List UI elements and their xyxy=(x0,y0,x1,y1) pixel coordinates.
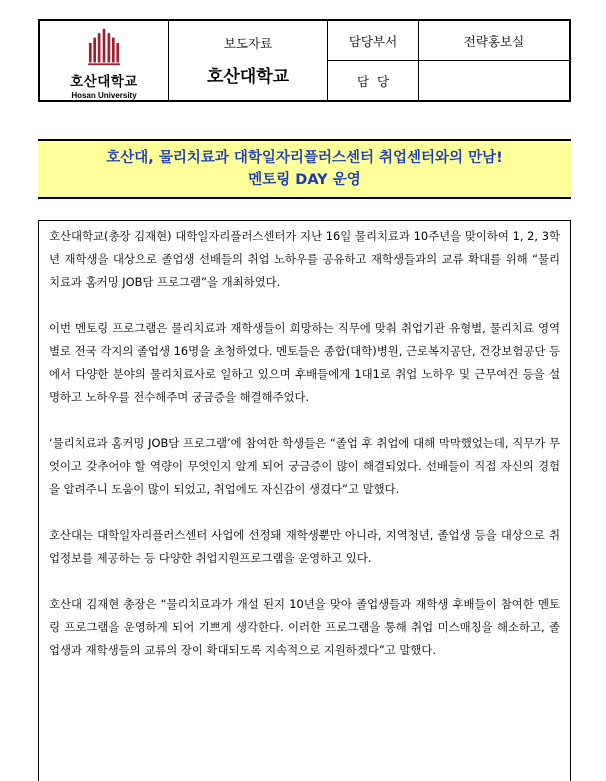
logo-cell xyxy=(40,21,169,100)
dept-value: 전략홍보실 xyxy=(463,33,525,49)
university-logo-icon xyxy=(84,27,124,66)
contact-label: 담 당 xyxy=(328,61,419,100)
press-header-table xyxy=(38,19,571,102)
logo-subtext: Hosan University xyxy=(71,91,137,100)
body-paragraph-2: 이번 멘토링 프로그램은 물리치료과 재학생들이 희망하는 직무에 맞춰 취업기관 유형별, 물리치료 영역별로 전국 각지의 졸업생 16명을 초청하였다. 멘토들은 종합(대학)병원, 근로복지공단, 건강보험공단 등에서 다양한 분야의 물리치료사로 일하고 있으며 후배들에게 1대1로 취업 노하우 및 근무여건 등을 설명하고 노하우를 전수해주며 궁금증을 해결해주었다. xyxy=(49,321,560,404)
article-body xyxy=(38,220,571,781)
headline-box xyxy=(38,139,571,199)
doc-type-cell xyxy=(169,21,328,100)
body-paragraph-3: ‘물리치료과 홈커밍 JOB담 프로그램’에 참여한 학생들은 “졸업 후 취업에 대해 막막했었는데, 직무가 무엇이고 갖추어야 할 역량이 무엇인지 알게 되어 궁금증이 많이 해결되었다. 선배들이 직접 자신의 경험을 알려주니 도움이 많이 되었고, 취업에도 자신감이 생겼다”고 말했다. xyxy=(49,436,560,496)
body-paragraph-5: 호산대 김재현 총장은 “물리치료과가 개설 된지 10년을 맞아 졸업생들과 재학생 후배들이 참여한 멘토링 프로그램을 운영하게 되어 기쁘게 생각한다. 이러한 프로그램을 통해 취업 미스매칭을 해소하고, 졸업생과 재학생들의 교류의 장이 확대되도록 지속적으로 지원하겠다”고 말했다. xyxy=(49,597,560,657)
dept-label: 담당부서 xyxy=(328,21,419,60)
logo-text: 호산대학교 xyxy=(70,74,138,90)
headline-line-1: 호산대, 물리치료과 대학일자리플러스센터 취업센터와의 만남! xyxy=(106,150,503,166)
body-paragraph-1: 호산대학교(총장 김재현) 대학일자리플러스센터가 지난 16일 물리치료과 10주년을 맞이하여 1, 2, 3학년 재학생을 대상으로 졸업생 선배들의 취업 노하우를 공유하고 재학생들과의 교류 확대를 위해 “물리치료과 홈커밍 JOB담 프로그램”을 개최하였다. xyxy=(49,229,560,289)
org-name: 호산대학교 xyxy=(206,67,290,87)
doc-type-label: 보도자료 xyxy=(223,36,273,51)
body-paragraph-4: 호산대는 대학일자리플러스센터 사업에 선정돼 재학생뿐만 아니라, 지역청년, 졸업생 등을 대상으로 취업정보를 제공하는 등 다양한 취업지원프로그램을 운영하고 있다. xyxy=(49,528,560,565)
contact-value xyxy=(419,61,569,100)
contact-row xyxy=(328,60,569,100)
dept-row xyxy=(328,21,569,60)
headline-line-2: 멘토링 DAY 운영 xyxy=(248,172,361,188)
contact-info-grid xyxy=(328,21,569,100)
